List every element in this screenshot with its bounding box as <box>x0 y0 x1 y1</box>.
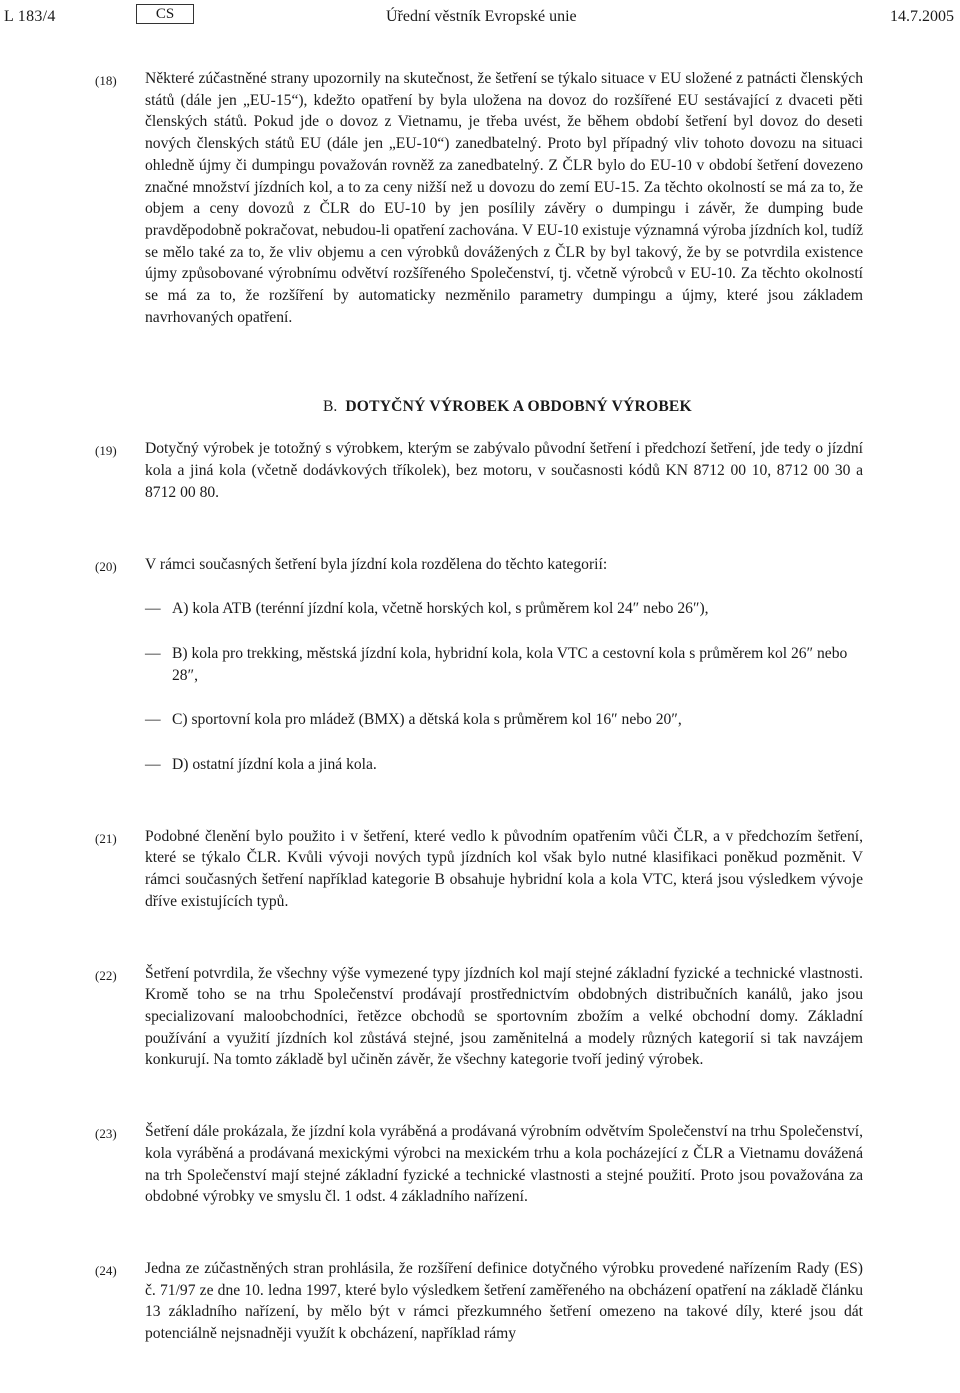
paragraph-18 <box>95 68 863 328</box>
list-dash: — <box>145 600 161 618</box>
paragraph-21 <box>95 826 863 913</box>
paragraph-text: Šetření dále prokázala, že jízdní kola vyráběná a prodávaná výrobním odvětvím Společenství na trhu Společenství, kola vyráběná a prodávaná mexickými výrobci na mexickém trhu a kola pocházející z ČLR a Vietnamu dovážená na trh Společenství mají stejné základní fyzické a technické vlastnosti a stejné použití. Proto jsou považována za obdobné výrobky ve smyslu čl. 1 odst. 4 základního nařízení. <box>145 1123 863 1206</box>
paragraph-number: (24) <box>95 1262 117 1278</box>
list-item-text: A) kola ATB (terénní jízdní kola, včetně horských kol, s průměrem kol 24″ nebo 26″), <box>172 600 709 618</box>
list-item <box>145 754 863 776</box>
paragraph-text: Podobné členění bylo použito i v šetření, které vedlo k původním opatřením vůči ČLR, a v předchozím šetření, které se týkalo ČLR. Kvůli vývoji nových typů jízdních kol však bylo nutné klasifikaci poněkud pozměnit. V rámci současných šetření například kategorie B obsahuje hybridní kola a kola VTC, která jsou výsledkem vývoje dříve existujících typů. <box>145 827 863 910</box>
list-item <box>145 598 863 620</box>
paragraph-number: (18) <box>95 73 117 88</box>
list-dash: — <box>145 711 161 729</box>
page-header <box>0 4 960 28</box>
paragraph-19 <box>95 438 863 503</box>
paragraph-text: V rámci současných šetření byla jízdní kola rozdělena do těchto kategorií: <box>145 555 608 573</box>
page-reference: L 183/4 <box>4 8 56 25</box>
list-dash: — <box>145 644 161 662</box>
paragraph-number: (19) <box>95 443 117 459</box>
section-letter: B. <box>323 398 338 416</box>
document-body <box>0 68 960 1345</box>
publication-date: 14.7.2005 <box>890 8 954 25</box>
paragraph-text: Dotyčný výrobek je totožný s výrobkem, kterým se zabývalo původní šetření i předchozí šetření, jde tedy o jízdní kola a jiná kola (včetně dodávkových tříkolek), bez motoru, v současnosti kódů KN 8712 00 10, 8712 00 30 a 8712 00 80. <box>145 440 863 501</box>
section-heading <box>323 398 960 416</box>
list-item <box>145 643 863 686</box>
paragraph-20 <box>95 554 863 576</box>
list-item-text: C) sportovní kola pro mládež (BMX) a dětská kola s průměrem kol 16″ nebo 20″, <box>172 711 682 729</box>
paragraph-number: (20) <box>95 558 117 574</box>
paragraph-24 <box>95 1258 863 1345</box>
list-dash: — <box>145 756 161 774</box>
section-title: DOTYČNÝ VÝROBEK A OBDOBNÝ VÝROBEK <box>345 398 692 416</box>
list-item-text: D) ostatní jízdní kola a jiná kola. <box>172 756 377 774</box>
paragraph-22 <box>95 963 863 1072</box>
paragraph-number: (23) <box>95 1126 117 1142</box>
list-item-text: B) kola pro trekking, městská jízdní kola, hybridní kola, kola VTC a cestovní kola s průměrem kol 26″ nebo 28″, <box>172 644 848 684</box>
paragraph-number: (21) <box>95 830 117 846</box>
paragraph-number: (22) <box>95 967 117 983</box>
category-list <box>145 598 863 776</box>
paragraph-text: Šetření potvrdila, že všechny výše vymezené typy jízdních kol mají stejné základní fyzické a technické vlastnosti. Kromě toho se na trhu Společenství prodávají prostřednictvím obdobných distribučních kanálů, jako jsou specializovaní maloobchodníci, řetězce obchodů se sportovním zbožím a velké obchodní domy. Základní používání a využití jízdních kol zůstává stejné, jsou zaměnitelná a modely různých kategorií si tak navzájem konkurují. Na tomto základě byl učiněn závěr, že všechny kategorie tvoří jediný výrobek. <box>145 964 863 1069</box>
journal-title: Úřední věstník Evropské unie <box>386 8 577 25</box>
paragraph-text: Některé zúčastněné strany upozornily na skutečnost, že šetření se týkalo situace v EU složené z patnácti členských států (dále jen „EU-15“), kdežto opatření by byla uložena na dovoz do rozšířené EU sestávající z dvaceti pěti členských států. Pokud jde o dovoz z Vietnamu, je třeba uvést, že během období šetření byl dovoz do deseti nových členských států EU (dále jen „EU-10“) zanedbatelný. Proto byl případný vliv tohoto dovozu na situaci ohledně újmy či dumpingu považován rovněž za zanedbatelný. Z ČLR bylo do EU-10 v období šetření dovezeno značné množství jízdních kol, a to za ceny nižší než u dovozu do zemí EU-15. Za těchto okolností se má za to, že objem a ceny dovozů z ČLR do EU-10 by jen posílily závěry o dumpingu i závěr, že dumping bude pravděpodobně pokračovat, nebudou-li opatření zachována. V EU-10 existuje významná výroba jízdních kol, tudíž se mělo také za to, že vliv objemu a cen výrobků dovážených z ČLR by byl takový, že by se potvrdila existence újmy způsobované výrobnímu odvětví rozšířeného Společenství, tj. včetně výrobců v EU-10. Za těchto okolností se má za to, že rozšíření by automaticky nezměnilo parametry dumpingu a újmy, které jsou základem navrhovaných opatření. <box>145 70 863 326</box>
paragraph-text: Jedna ze zúčastněných stran prohlásila, že rozšíření definice dotyčného výrobku provedené nařízením Rady (ES) č. 71/97 ze dne 10. ledna 1997, které bylo výsledkem šetření zaměřeného na obcházení opatření na základě článku 13 základního nařízení, by mělo být v rámci přezkumného šetření omezeno na takové díly, které jsou dát potenciálně nejsnadněji využít k obcházení, například rámy <box>145 1259 863 1343</box>
paragraph-23 <box>95 1121 863 1208</box>
language-badge: CS <box>136 4 194 24</box>
list-item <box>145 709 863 731</box>
